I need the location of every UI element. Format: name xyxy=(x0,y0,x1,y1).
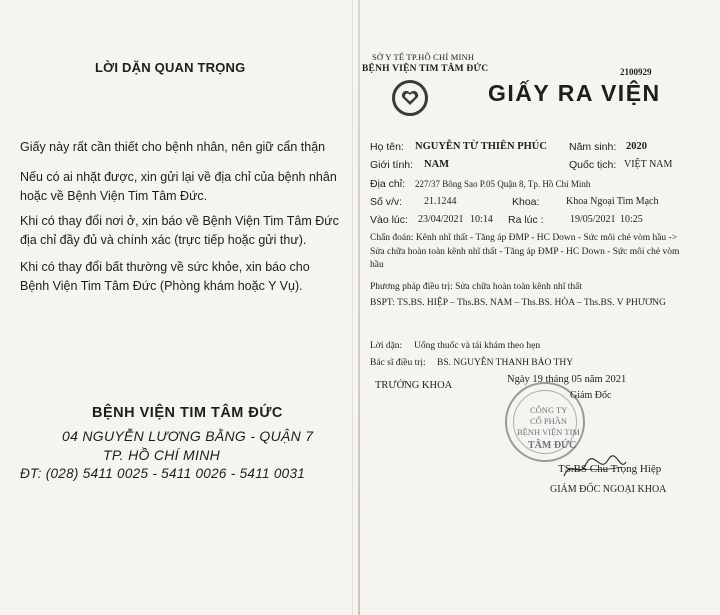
signer-name: TS.BS Chu Trọng Hiệp xyxy=(558,463,662,475)
treating-doctor: BS. NGUYỄN THANH BẢO THY xyxy=(437,358,574,368)
department: Khoa Ngoại Tim Mạch xyxy=(566,196,659,207)
advice-label: Lời dặn: xyxy=(370,341,403,351)
footer-hospital-name: BỆNH VIỆN TIM TÂM ĐỨC xyxy=(92,405,283,421)
name-label: Họ tên: xyxy=(370,141,404,153)
head-of-department-label: TRƯỞNG KHOA xyxy=(375,380,453,391)
signature-date: Ngày 19 tháng 05 năm 2021 xyxy=(507,374,627,385)
treatment-method: Phương pháp điều trị: Sửa chữa hoàn toàn kênh nhĩ thất xyxy=(370,282,583,292)
record-number-label: Số v/v: xyxy=(370,196,403,208)
treating-doctor-label: Bác sĩ điều trị: xyxy=(370,358,426,368)
footer-address-line2: TP. HỒ CHÍ MINH xyxy=(103,447,221,463)
footer-address-line1: 04 NGUYỄN LƯƠNG BẰNG - QUẬN 7 xyxy=(62,428,314,444)
surgeons: BSPT: TS.BS. HIỆP – Ths.BS. NAM – Ths.BS. HÒA – Ths.BS. V PHƯƠNG xyxy=(370,298,666,308)
address-label: Địa chỉ: xyxy=(370,178,406,190)
instruction-1: Giấy này rất cần thiết cho bệnh nhân, nên giữ cẩn thận xyxy=(20,140,326,154)
instruction-4: Khi có thay đổi bất thường về sức khỏe, xin báo cho Bệnh Viện Tim Tâm Đức (Phòng khám hoặc Y Vụ). xyxy=(20,260,310,293)
document-title: GIẤY RA VIỆN xyxy=(488,80,661,106)
discharge-time: 10:25 xyxy=(620,214,643,225)
record-number: 21.1244 xyxy=(424,196,457,207)
admission-label: Vào lúc: xyxy=(370,214,408,226)
advice-text: Uống thuốc và tái khám theo hẹn xyxy=(414,341,541,351)
paper-fold xyxy=(358,0,360,615)
diagnosis-line1: Chẩn đoán: Kênh nhĩ thất - Tăng áp ĐMP - HC Down - Sức môi chẻ vòm hầu -> xyxy=(370,233,678,243)
discharge-date: 19/05/2021 xyxy=(570,214,616,225)
paper-fold-shadow xyxy=(352,0,353,615)
stamp-line1: CÔNG TY xyxy=(530,405,568,415)
diagnosis-line3: hầu xyxy=(370,260,384,270)
patient-name: NGUYỄN TỪ THIÊN PHÚC xyxy=(415,141,547,152)
stamp-line2: CỔ PHẦN xyxy=(530,416,568,426)
instruction-3: Khi có thay đổi nơi ở, xin báo về Bệnh Viện Tim Tâm Đức địa chỉ đầy đủ và chính xác (trực tiếp hoặc gửi thư). xyxy=(20,214,339,247)
birth-label: Năm sinh: xyxy=(569,141,617,153)
department-label: Khoa: xyxy=(512,196,540,208)
admission-date: 23/04/2021 xyxy=(418,214,464,225)
footer-phone: ĐT: (028) 5411 0025 - 5411 0026 - 5411 0031 xyxy=(20,466,306,481)
document-code: 2100929 xyxy=(620,67,652,77)
admission-time: 10:14 xyxy=(470,214,493,225)
hospital-name: BỆNH VIỆN TIM TÂM ĐỨC xyxy=(362,64,489,74)
instructions-heading: LỜI DẶN QUAN TRỌNG xyxy=(95,60,246,75)
stamp-line4: TÂM ĐỨC xyxy=(528,440,577,451)
nationality: VIỆT NAM xyxy=(624,159,673,170)
director-label: Giám Đốc xyxy=(570,390,612,401)
ministry-name: SỞ Y TẾ TP.HỒ CHÍ MINH xyxy=(372,52,475,62)
instruction-2: Nếu có ai nhặt được, xin gửi lại về địa chỉ của bệnh nhân hoặc về Bệnh Viện Tim Tâm Đức. xyxy=(20,170,337,203)
diagnosis-line2: Sửa chữa hoàn toàn kênh nhĩ thất - Tăng áp ĐMP - HC Down - Sức môi chẻ vòm xyxy=(370,247,680,257)
discharge-label: Ra lúc : xyxy=(508,214,544,226)
gender: NAM xyxy=(424,159,450,170)
birth-year: 2020 xyxy=(626,141,647,152)
gender-label: Giới tính: xyxy=(370,159,414,171)
heart-logo-icon xyxy=(392,80,428,116)
patient-address: 227/37 Bông Sao P.05 Quận 8, Tp. Hồ Chí Minh xyxy=(415,179,591,189)
signer-title: GIÁM ĐỐC NGOẠI KHOA xyxy=(550,484,667,495)
stamp-line3: BỆNH VIỆN TIM xyxy=(517,427,580,437)
nationality-label: Quốc tịch: xyxy=(569,159,617,171)
